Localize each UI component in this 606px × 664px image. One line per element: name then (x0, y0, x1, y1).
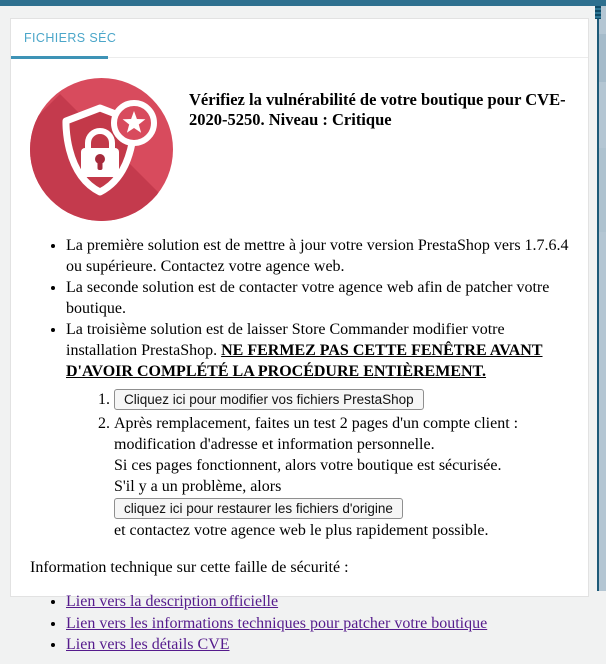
solutions-list (30, 235, 569, 541)
step-test-pages (114, 413, 569, 541)
tab-fichiers-securises[interactable] (11, 19, 120, 57)
modify-prestashop-files-button[interactable]: Cliquez ici pour modifier vos fichiers PrestaShop (114, 389, 424, 410)
right-rail-segment (599, 148, 606, 232)
active-tab-indicator (11, 56, 108, 59)
step-modify-files (114, 388, 569, 411)
solution-text: La troisième solution est de laisser Store Commander modifier votre installation PrestaShop. (66, 321, 505, 359)
technical-info-heading: Information technique sur cette faille de sécurité : (30, 559, 349, 576)
right-rail-scroll-thumb[interactable] (595, 6, 601, 19)
link-item (66, 613, 569, 635)
tab-bar (11, 19, 588, 58)
procedure-steps (66, 388, 569, 541)
solution-item-store-commander (66, 319, 569, 541)
link-item (66, 591, 569, 613)
step-text-line: 2. Après remplacement, faites un test 2 pages d'un compte client : (114, 415, 519, 432)
do-not-close-warning: NE FERMEZ PAS CETTE FENÊTRE AVANT D'AVOIR COMPLÉTÉ LA PROCÉDURE ENTIÈREMENT. (66, 342, 543, 380)
solution-item-agency-patch (66, 277, 569, 319)
patch-technical-info-link[interactable]: Lien vers les informations techniques pour patcher votre boutique (66, 614, 488, 632)
step-text-inline: S'il y a un problème, alors (114, 478, 282, 495)
step-text-line: et contactez votre agence web le plus rapidement possible. (114, 522, 489, 539)
official-description-link[interactable]: Lien vers la description officielle (66, 593, 279, 610)
step-text-line: modification d'adresse et information personnelle. (114, 436, 435, 453)
right-edge-rail (599, 0, 606, 591)
tab-label: FICHIERS SÉC (24, 31, 117, 45)
top-accent-bar (0, 0, 606, 6)
link-item (66, 634, 569, 656)
right-rail-segment (599, 34, 606, 82)
security-shield-lock-star-icon (30, 78, 173, 221)
alert-title: Vérifiez la vulnérabilité de votre boutique pour CVE-2020-5250. Niveau : Critique (189, 90, 566, 129)
step-text-line: Si ces pages fonctionnent, alors votre boutique est sécurisée. (114, 457, 502, 474)
solution-text: La seconde solution est de contacter votre agence web afin de patcher votre boutique. (66, 279, 550, 317)
security-files-panel (10, 18, 589, 653)
restore-original-files-button[interactable]: cliquez ici pour restaurer les fichiers d'origine (114, 498, 403, 519)
solution-text: La première solution est de mettre à jour votre version PrestaShop vers 1.7.6.4 ou supérieure. Contactez votre agence web. (66, 237, 569, 275)
solution-item-update (66, 235, 569, 277)
panel-content (11, 58, 588, 664)
alert-header (30, 58, 569, 221)
technical-links-list (30, 591, 569, 656)
cve-details-link[interactable]: Lien vers les détails CVE (66, 636, 230, 653)
right-edge-divider (597, 0, 599, 591)
